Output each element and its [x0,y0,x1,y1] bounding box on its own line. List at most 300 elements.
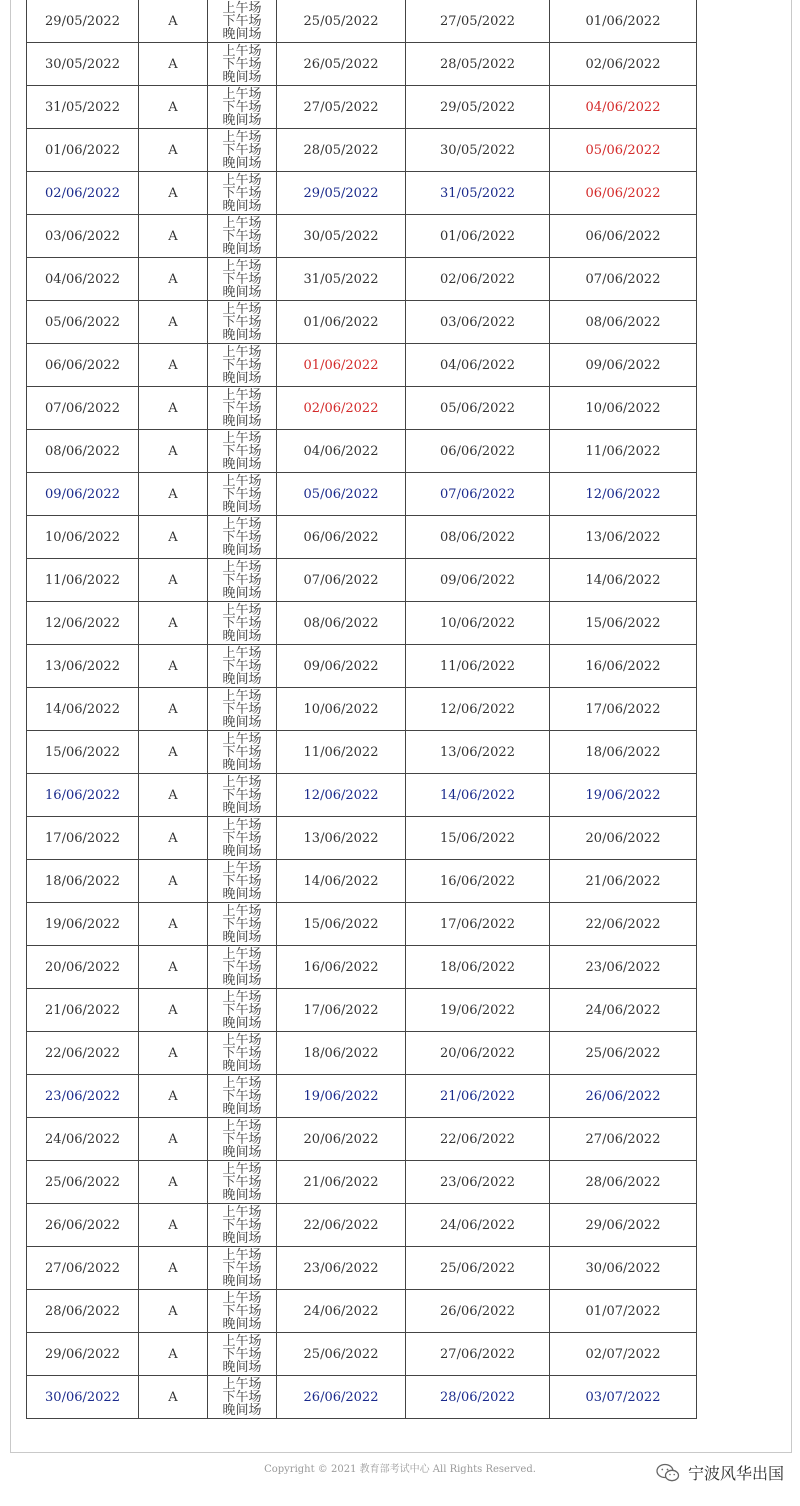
session-label: 上午场 [222,688,262,704]
session-cell [208,129,277,172]
session-label: 上午场 [222,43,262,59]
session-label: 晚间场 [222,198,262,214]
table-row [27,301,697,344]
session-label: 下午场 [222,701,262,717]
date-cell: 14/06/2022 [406,774,550,817]
date-cell: 06/06/2022 [550,172,697,215]
session-cell [208,258,277,301]
session-label: 晚间场 [222,26,262,42]
exam-date-cell: 18/06/2022 [27,860,139,903]
session-cell [208,1204,277,1247]
date-cell: 11/06/2022 [406,645,550,688]
test-type-cell: A [139,946,208,989]
date-cell: 25/06/2022 [550,1032,697,1075]
table-row [27,43,697,86]
date-cell: 13/06/2022 [406,731,550,774]
test-type-cell: A [139,559,208,602]
session-label: 下午场 [222,1045,262,1061]
date-cell: 30/05/2022 [277,215,406,258]
date-cell: 31/05/2022 [406,172,550,215]
session-label: 晚间场 [222,1402,262,1418]
date-cell: 15/06/2022 [277,903,406,946]
exam-date-cell: 15/06/2022 [27,731,139,774]
session-label: 下午场 [222,357,262,373]
date-cell: 02/07/2022 [550,1333,697,1376]
table-row [27,344,697,387]
date-cell: 14/06/2022 [550,559,697,602]
session-label: 下午场 [222,1217,262,1233]
date-cell: 26/06/2022 [277,1376,406,1419]
session-label: 上午场 [222,1290,262,1306]
date-cell: 27/06/2022 [406,1333,550,1376]
date-cell: 14/06/2022 [277,860,406,903]
date-cell: 20/06/2022 [550,817,697,860]
table-row [27,473,697,516]
test-type-cell: A [139,1376,208,1419]
session-label: 下午场 [222,1389,262,1405]
exam-date-cell: 09/06/2022 [27,473,139,516]
table-row [27,989,697,1032]
session-cell [208,43,277,86]
session-label: 上午场 [222,645,262,661]
session-label: 上午场 [222,473,262,489]
session-cell [208,1247,277,1290]
session-label: 下午场 [222,56,262,72]
session-cell [208,602,277,645]
date-cell: 18/06/2022 [277,1032,406,1075]
table-row [27,903,697,946]
table-row [27,688,697,731]
exam-date-cell: 16/06/2022 [27,774,139,817]
session-label: 上午场 [222,1032,262,1048]
table-row [27,1376,697,1419]
test-type-cell: A [139,172,208,215]
session-label: 晚间场 [222,1015,262,1031]
wechat-icon [656,1463,680,1483]
table-row [27,0,697,43]
session-label: 晚间场 [222,800,262,816]
session-label: 下午场 [222,615,262,631]
session-label: 下午场 [222,1002,262,1018]
session-cell [208,1032,277,1075]
date-cell: 11/06/2022 [277,731,406,774]
session-cell [208,215,277,258]
session-cell [208,731,277,774]
date-cell: 07/06/2022 [550,258,697,301]
date-cell: 19/06/2022 [277,1075,406,1118]
session-label: 上午场 [222,215,262,231]
session-cell [208,1290,277,1333]
session-cell [208,430,277,473]
date-cell: 09/06/2022 [277,645,406,688]
session-label: 晚间场 [222,886,262,902]
date-cell: 06/06/2022 [406,430,550,473]
test-type-cell: A [139,1161,208,1204]
date-cell: 08/06/2022 [550,301,697,344]
session-label: 下午场 [222,1174,262,1190]
exam-date-cell: 02/06/2022 [27,172,139,215]
exam-date-cell: 07/06/2022 [27,387,139,430]
copyright-footer: Copyright © 2021 教育部考试中心 All Rights Reserved. [264,1464,536,1475]
date-cell: 19/06/2022 [406,989,550,1032]
table-row [27,430,697,473]
date-cell: 03/06/2022 [406,301,550,344]
session-cell [208,516,277,559]
session-cell [208,172,277,215]
session-label: 晚间场 [222,112,262,128]
session-label: 上午场 [222,817,262,833]
date-cell: 01/07/2022 [550,1290,697,1333]
session-label: 下午场 [222,99,262,115]
test-type-cell: A [139,215,208,258]
table-row [27,86,697,129]
exam-date-cell: 25/06/2022 [27,1161,139,1204]
date-cell: 16/06/2022 [550,645,697,688]
session-label: 上午场 [222,860,262,876]
exam-date-cell: 13/06/2022 [27,645,139,688]
date-cell: 24/06/2022 [406,1204,550,1247]
exam-date-cell: 01/06/2022 [27,129,139,172]
session-cell [208,1075,277,1118]
exam-date-cell: 28/06/2022 [27,1290,139,1333]
table-row [27,516,697,559]
test-type-cell: A [139,43,208,86]
date-cell: 17/06/2022 [406,903,550,946]
session-label: 晚间场 [222,1101,262,1117]
session-cell [208,1118,277,1161]
test-type-cell: A [139,989,208,1032]
session-label: 上午场 [222,1118,262,1134]
date-cell: 22/06/2022 [406,1118,550,1161]
exam-date-cell: 12/06/2022 [27,602,139,645]
exam-date-cell: 27/06/2022 [27,1247,139,1290]
session-label: 晚间场 [222,241,262,257]
date-cell: 28/05/2022 [406,43,550,86]
date-cell: 29/06/2022 [550,1204,697,1247]
date-cell: 08/06/2022 [406,516,550,559]
date-cell: 15/06/2022 [550,602,697,645]
test-type-cell: A [139,473,208,516]
date-cell: 23/06/2022 [550,946,697,989]
session-label: 晚间场 [222,1359,262,1375]
date-cell: 22/06/2022 [277,1204,406,1247]
exam-date-cell: 03/06/2022 [27,215,139,258]
date-cell: 29/05/2022 [406,86,550,129]
date-cell: 18/06/2022 [550,731,697,774]
date-cell: 12/06/2022 [406,688,550,731]
date-cell: 11/06/2022 [550,430,697,473]
session-label: 晚间场 [222,757,262,773]
session-label: 上午场 [222,731,262,747]
table-row [27,1204,697,1247]
table-row [27,559,697,602]
table-row [27,387,697,430]
session-label: 下午场 [222,529,262,545]
session-label: 晚间场 [222,370,262,386]
table-row [27,1247,697,1290]
date-cell: 22/06/2022 [550,903,697,946]
session-label: 下午场 [222,1131,262,1147]
session-label: 上午场 [222,172,262,188]
session-label: 上午场 [222,1075,262,1091]
table-row [27,172,697,215]
date-cell: 07/06/2022 [277,559,406,602]
session-label: 上午场 [222,559,262,575]
date-cell: 27/05/2022 [277,86,406,129]
session-label: 晚间场 [222,628,262,644]
session-label: 晚间场 [222,499,262,515]
date-cell: 03/07/2022 [550,1376,697,1419]
session-label: 晚间场 [222,413,262,429]
session-label: 下午场 [222,13,262,29]
session-label: 下午场 [222,916,262,932]
exam-date-cell: 30/06/2022 [27,1376,139,1419]
date-cell: 01/06/2022 [550,0,697,43]
date-cell: 30/06/2022 [550,1247,697,1290]
table-row [27,258,697,301]
exam-date-cell: 06/06/2022 [27,344,139,387]
date-cell: 17/06/2022 [277,989,406,1032]
table-row [27,1075,697,1118]
session-label: 晚间场 [222,1316,262,1332]
session-label: 下午场 [222,873,262,889]
session-label: 下午场 [222,443,262,459]
date-cell: 09/06/2022 [550,344,697,387]
date-cell: 10/06/2022 [406,602,550,645]
date-cell: 08/06/2022 [277,602,406,645]
exam-date-cell: 30/05/2022 [27,43,139,86]
test-type-cell: A [139,1290,208,1333]
session-label: 晚间场 [222,714,262,730]
date-cell: 04/06/2022 [550,86,697,129]
session-cell [208,473,277,516]
date-cell: 07/06/2022 [406,473,550,516]
session-label: 下午场 [222,1303,262,1319]
session-label: 下午场 [222,271,262,287]
date-cell: 15/06/2022 [406,817,550,860]
date-cell: 31/05/2022 [277,258,406,301]
test-type-cell: A [139,774,208,817]
exam-date-cell: 11/06/2022 [27,559,139,602]
session-label: 下午场 [222,1346,262,1362]
date-cell: 28/06/2022 [550,1161,697,1204]
session-cell [208,688,277,731]
test-type-cell: A [139,1333,208,1376]
session-label: 晚间场 [222,284,262,300]
date-cell: 23/06/2022 [406,1161,550,1204]
table-row [27,1333,697,1376]
session-label: 晚间场 [222,585,262,601]
session-label: 上午场 [222,430,262,446]
session-label: 晚间场 [222,1273,262,1289]
session-label: 上午场 [222,387,262,403]
exam-date-cell: 08/06/2022 [27,430,139,473]
test-type-cell: A [139,387,208,430]
test-type-cell: A [139,1075,208,1118]
date-cell: 16/06/2022 [406,860,550,903]
session-label: 上午场 [222,0,262,16]
date-cell: 01/06/2022 [406,215,550,258]
session-label: 上午场 [222,301,262,317]
session-label: 上午场 [222,946,262,962]
test-type-cell: A [139,430,208,473]
table-row [27,1032,697,1075]
session-cell [208,0,277,43]
date-cell: 26/06/2022 [550,1075,697,1118]
date-cell: 06/06/2022 [550,215,697,258]
test-type-cell: A [139,1032,208,1075]
session-label: 上午场 [222,774,262,790]
table-row [27,731,697,774]
date-cell: 17/06/2022 [550,688,697,731]
session-label: 晚间场 [222,972,262,988]
date-cell: 13/06/2022 [277,817,406,860]
date-cell: 19/06/2022 [550,774,697,817]
date-cell: 20/06/2022 [277,1118,406,1161]
date-cell: 05/06/2022 [277,473,406,516]
date-cell: 06/06/2022 [277,516,406,559]
test-type-cell: A [139,301,208,344]
test-type-cell: A [139,817,208,860]
test-type-cell: A [139,0,208,43]
session-cell [208,1333,277,1376]
session-label: 下午场 [222,572,262,588]
session-label: 晚间场 [222,155,262,171]
date-cell: 05/06/2022 [406,387,550,430]
exam-date-cell: 22/06/2022 [27,1032,139,1075]
session-cell [208,1376,277,1419]
session-cell [208,86,277,129]
test-type-cell: A [139,731,208,774]
session-cell [208,559,277,602]
session-label: 晚间场 [222,327,262,343]
session-label: 下午场 [222,959,262,975]
date-cell: 01/06/2022 [277,344,406,387]
date-cell: 02/06/2022 [550,43,697,86]
test-type-cell: A [139,258,208,301]
date-cell: 27/05/2022 [406,0,550,43]
test-type-cell: A [139,903,208,946]
table-row [27,817,697,860]
date-cell: 01/06/2022 [277,301,406,344]
date-cell: 05/06/2022 [550,129,697,172]
exam-date-cell: 10/06/2022 [27,516,139,559]
session-label: 晚间场 [222,1144,262,1160]
test-type-cell: A [139,860,208,903]
date-cell: 20/06/2022 [406,1032,550,1075]
session-label: 下午场 [222,830,262,846]
session-cell [208,817,277,860]
session-label: 晚间场 [222,1187,262,1203]
test-type-cell: A [139,1118,208,1161]
session-label: 上午场 [222,258,262,274]
session-label: 下午场 [222,228,262,244]
date-cell: 27/06/2022 [550,1118,697,1161]
table-row [27,1161,697,1204]
session-label: 晚间场 [222,1058,262,1074]
schedule-table [26,0,697,1419]
table-row [27,129,697,172]
date-cell: 23/06/2022 [277,1247,406,1290]
session-label: 上午场 [222,86,262,102]
table-row [27,1118,697,1161]
date-cell: 25/06/2022 [406,1247,550,1290]
date-cell: 30/05/2022 [406,129,550,172]
table-row [27,774,697,817]
session-label: 上午场 [222,344,262,360]
session-label: 晚间场 [222,542,262,558]
session-label: 下午场 [222,486,262,502]
test-type-cell: A [139,516,208,559]
exam-date-cell: 05/06/2022 [27,301,139,344]
date-cell: 21/06/2022 [550,860,697,903]
session-cell [208,903,277,946]
test-type-cell: A [139,602,208,645]
date-cell: 25/06/2022 [277,1333,406,1376]
session-label: 晚间场 [222,671,262,687]
date-cell: 25/05/2022 [277,0,406,43]
exam-date-cell: 23/06/2022 [27,1075,139,1118]
session-label: 晚间场 [222,456,262,472]
date-cell: 29/05/2022 [277,172,406,215]
session-label: 下午场 [222,1088,262,1104]
session-label: 上午场 [222,602,262,618]
session-label: 下午场 [222,142,262,158]
exam-date-cell: 19/06/2022 [27,903,139,946]
test-type-cell: A [139,1247,208,1290]
session-cell [208,860,277,903]
watermark [656,1461,784,1484]
date-cell: 02/06/2022 [406,258,550,301]
test-type-cell: A [139,645,208,688]
session-label: 上午场 [222,1161,262,1177]
session-label: 上午场 [222,129,262,145]
test-type-cell: A [139,1204,208,1247]
session-cell [208,645,277,688]
exam-date-cell: 04/06/2022 [27,258,139,301]
session-label: 下午场 [222,658,262,674]
exam-date-cell: 17/06/2022 [27,817,139,860]
exam-date-cell: 29/05/2022 [27,0,139,43]
table-row [27,645,697,688]
session-label: 下午场 [222,185,262,201]
session-label: 下午场 [222,1260,262,1276]
table-row [27,602,697,645]
exam-date-cell: 31/05/2022 [27,86,139,129]
session-cell [208,1161,277,1204]
session-cell [208,301,277,344]
session-cell [208,946,277,989]
table-row [27,215,697,258]
session-label: 晚间场 [222,1230,262,1246]
date-cell: 24/06/2022 [277,1290,406,1333]
session-label: 上午场 [222,903,262,919]
test-type-cell: A [139,129,208,172]
date-cell: 04/06/2022 [277,430,406,473]
schedule-table-body [27,0,697,1419]
session-label: 下午场 [222,314,262,330]
session-cell [208,989,277,1032]
watermark-text: 宁波风华出国 [687,1464,784,1483]
session-cell [208,344,277,387]
test-type-cell: A [139,344,208,387]
date-cell: 28/06/2022 [406,1376,550,1419]
exam-date-cell: 26/06/2022 [27,1204,139,1247]
exam-date-cell: 14/06/2022 [27,688,139,731]
date-cell: 13/06/2022 [550,516,697,559]
session-label: 下午场 [222,787,262,803]
date-cell: 04/06/2022 [406,344,550,387]
